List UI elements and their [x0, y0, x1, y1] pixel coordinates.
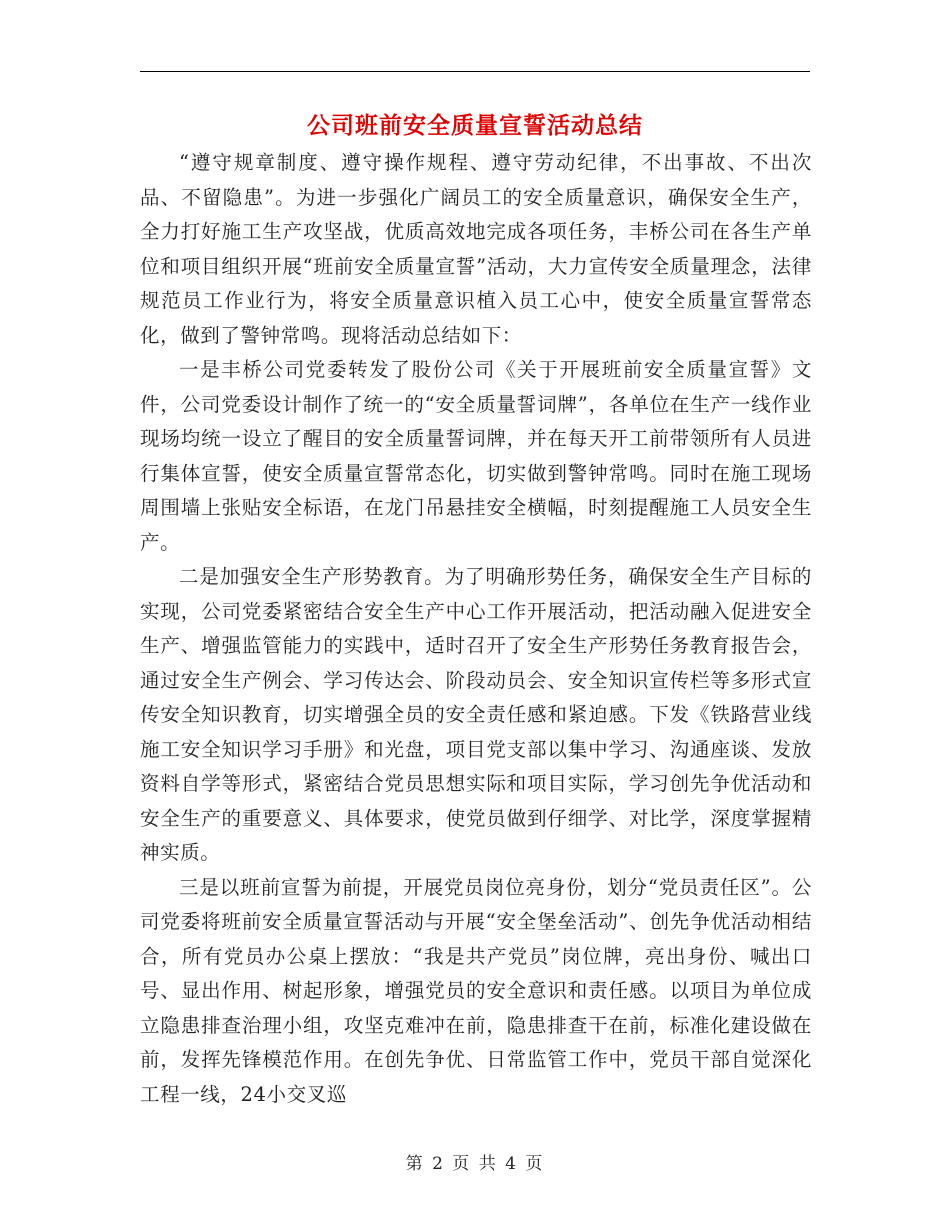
paragraph-point-two: 二是加强安全生产形势教育。为了明确形势任务，确保安全生产目标的实现，公司党委紧密结合安全生产中心工作开展活动，把活动融入促进安全生产、增强监管能力的实践中，适时召开了安全生产形势任务教育报告会，通过安全生产例会、学习传达会、阶段动员会、安全知识宣传栏等多形式宣传安全知识教育，切实增强全员的安全责任感和紧迫感。下发《铁路营业线施工安全知识学习手册》和光盘，项目党支部以集中学习、沟通座谈、发放资料自学等形式，紧密结合党员思想实际和项目实际，学习创先争优活动和安全生产的重要意义、具体要求，使党员做到仔细学、对比学，深度掌握精神实质。 — [140, 565, 812, 864]
document-title: 公司班前安全质量宣誓活动总结 — [307, 113, 643, 139]
paragraph-point-one: 一是丰桥公司党委转发了股份公司《关于开展班前安全质量宣誓》文件，公司党委设计制作了统一的“安全质量誓词牌”，各单位在生产一线作业现场均统一设立了醒目的安全质量誓词牌，并在每天开工前带领所有人员进行集体宣誓，使安全质量宣誓常态化，切实做到警钟常鸣。同时在施工现场周围墙上张贴安全标语，在龙门吊悬挂安全横幅，时刻提醒施工人员安全生产。 — [140, 358, 812, 554]
page-number: 第 2 页 共 4 页 — [405, 1154, 545, 1174]
header-rule — [140, 71, 810, 72]
paragraph-point-three: 三是以班前宣誓为前提，开展党员岗位亮身份，划分“党员责任区”。公司党委将班前安全质量宣誓活动与开展“安全堡垒活动”、创先争优活动相结合，所有党员办公桌上摆放：“我是共产党员”岗位牌，亮出身份、喊出口号、显出作用、树起形象，增强党员的安全意识和责任感。以项目为单位成立隐患排查治理小组，攻坚克难冲在前，隐患排查干在前，标准化建设做在前，发挥先锋模范作用。在创先争优、日常监管工作中，党员干部自觉深化工程一线，24小交叉巡 — [140, 875, 812, 1106]
paragraph-intro: “遵守规章制度、遵守操作规程、遵守劳动纪律，不出事故、不出次品、不留隐患”。为进一步强化广阔员工的安全质量意识，确保安全生产，全力打好施工生产攻坚战，优质高效地完成各项任务，丰桥公司在各生产单位和项目组织开展“班前安全质量宣誓”活动，大力宣传安全质量理念，法律规范员工作业行为，将安全质量意识植入员工心中，使安全质量宣誓常态化，做到了警钟常鸣。现将活动总结如下： — [140, 151, 812, 347]
document-body — [140, 146, 812, 1112]
